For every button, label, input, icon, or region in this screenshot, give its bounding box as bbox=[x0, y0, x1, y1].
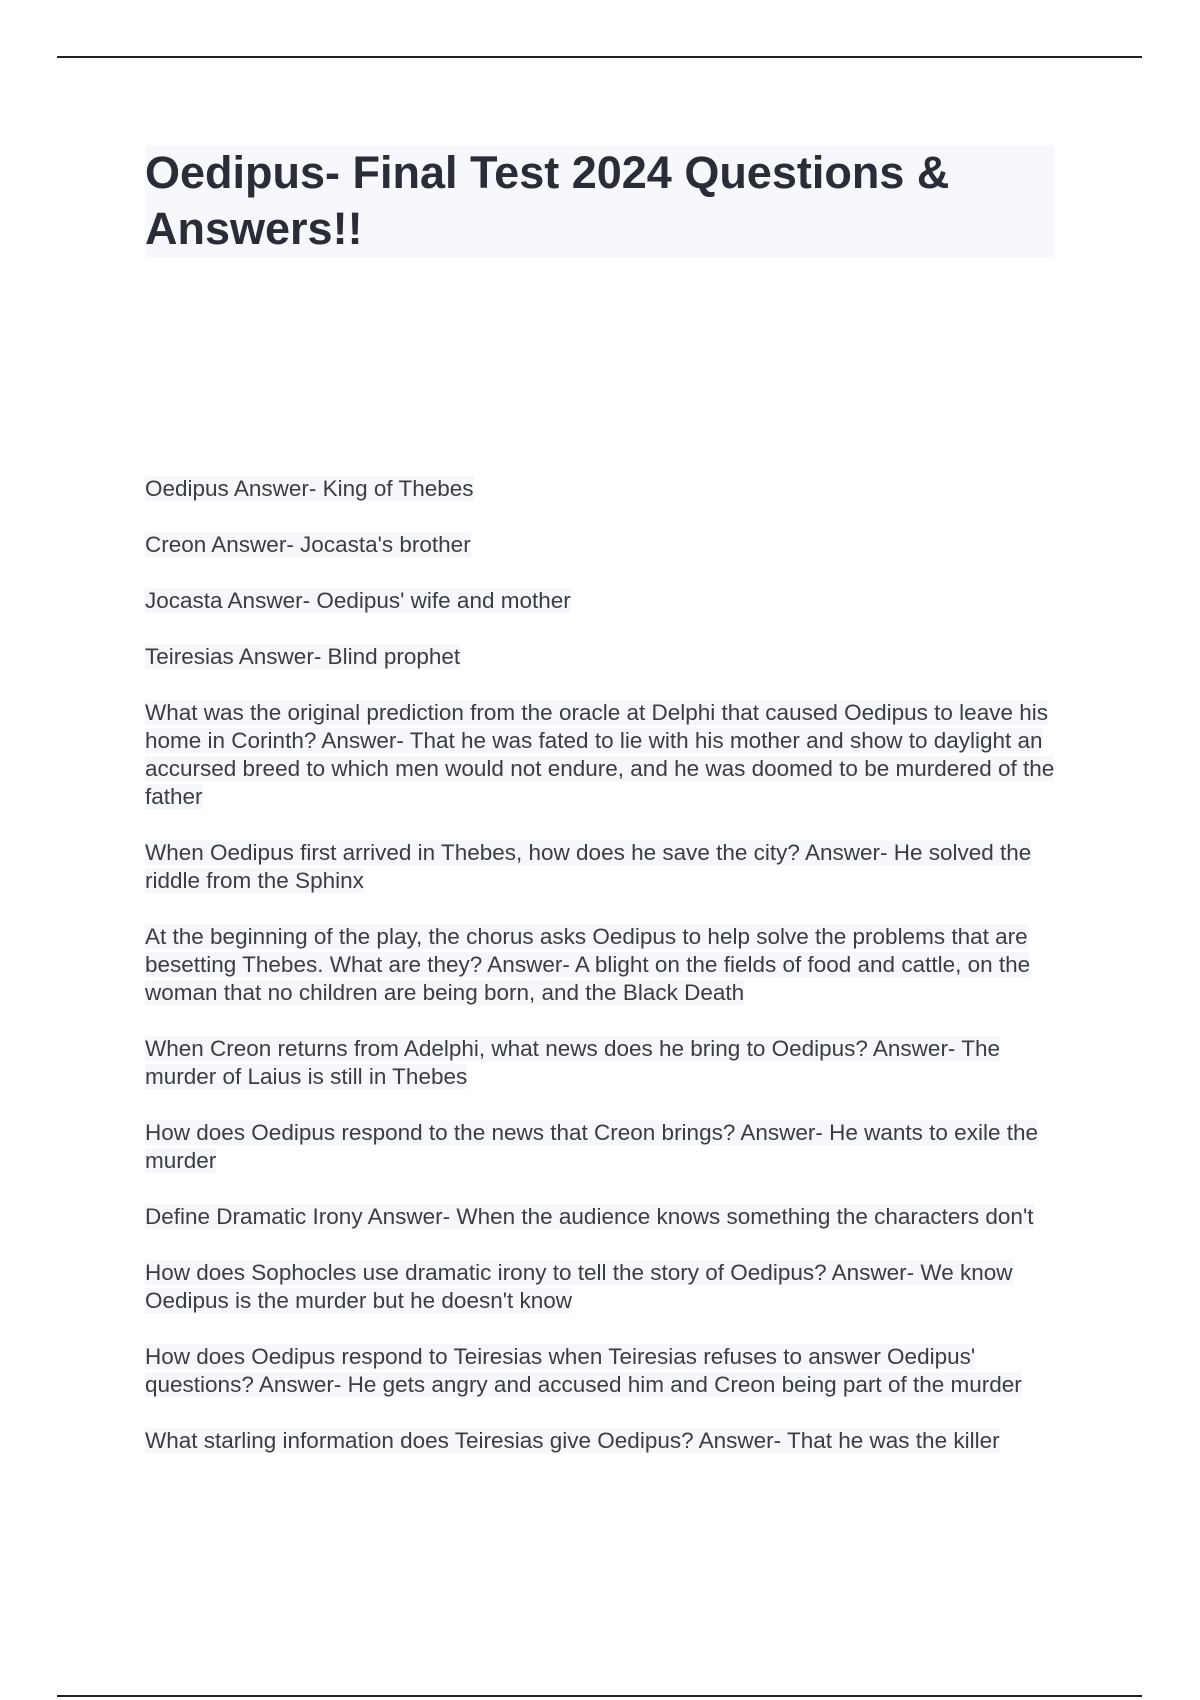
qa-item: Jocasta Answer- Oedipus' wife and mother bbox=[145, 588, 571, 613]
document-body bbox=[145, 145, 1055, 1453]
top-rule bbox=[57, 56, 1142, 58]
qa-item: How does Sophocles use dramatic irony to tell the story of Oedipus? Answer- We know Oedipus is the murder but he doesn't know bbox=[145, 1260, 1013, 1313]
qa-item: What starling information does Teiresias give Oedipus? Answer- That he was the killer bbox=[145, 1428, 1000, 1453]
qa-item: What was the original prediction from the oracle at Delphi that caused Oedipus to leave his home in Corinth? Answer- That he was fated to lie with his mother and show to daylight an accursed breed to which men would not endure, and he was doomed to be murdered of the father bbox=[145, 700, 1055, 809]
bottom-rule bbox=[57, 1695, 1142, 1697]
qa-list bbox=[145, 475, 1055, 1483]
qa-item: Oedipus Answer- King of Thebes bbox=[145, 476, 474, 501]
qa-item: Teiresias Answer- Blind prophet bbox=[145, 644, 461, 669]
qa-item: When Creon returns from Adelphi, what news does he bring to Oedipus? Answer- The murder of Laius is still in Thebes bbox=[145, 1036, 1001, 1089]
qa-item: How does Oedipus respond to the news that Creon brings? Answer- He wants to exile the murder bbox=[145, 1120, 1038, 1173]
qa-item: Define Dramatic Irony Answer- When the audience knows something the characters don't bbox=[145, 1204, 1034, 1229]
qa-item: How does Oedipus respond to Teiresias when Teiresias refuses to answer Oedipus' questions? Answer- He gets angry and accused him and Creon being part of the murder bbox=[145, 1344, 1022, 1397]
qa-item: At the beginning of the play, the chorus asks Oedipus to help solve the problems that are besetting Thebes. What are they? Answer- A blight on the fields of food and cattle, on the woman that no children are being born, and the Black Death bbox=[145, 924, 1031, 1005]
document-title: Oedipus- Final Test 2024 Questions & Answers!! bbox=[145, 145, 1055, 257]
qa-item: Creon Answer- Jocasta's brother bbox=[145, 532, 471, 557]
qa-item: When Oedipus first arrived in Thebes, how does he save the city? Answer- He solved the riddle from the Sphinx bbox=[145, 840, 1032, 893]
